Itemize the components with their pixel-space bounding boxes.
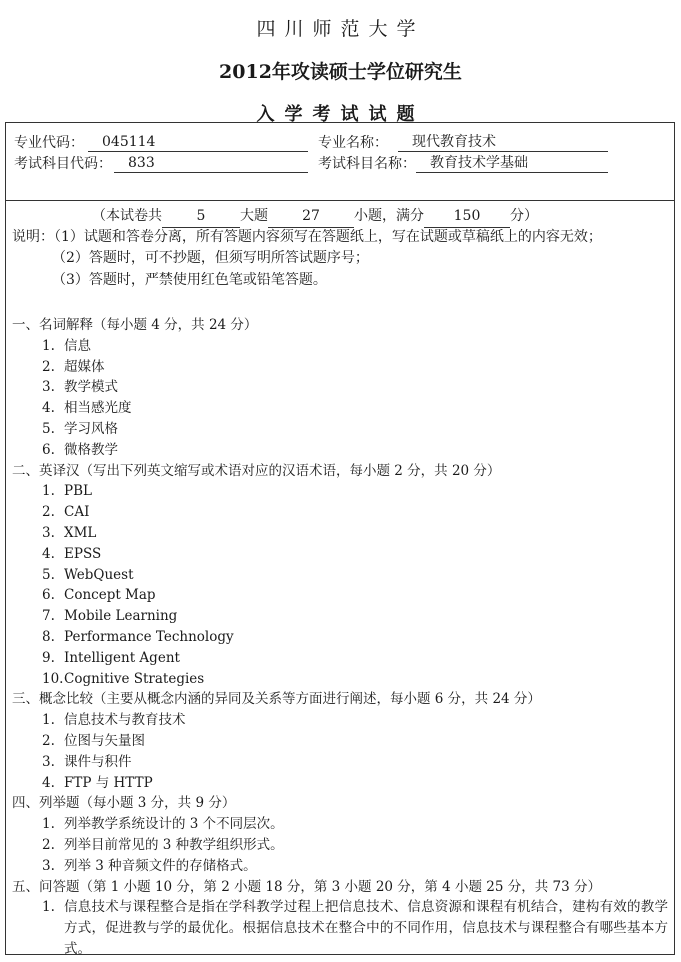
question-item — [12, 835, 672, 856]
question-number: 5. — [42, 420, 55, 437]
question-text: 信息技术与课程整合是指在学科教学过程上把信息技术、信息资源和课程有机结合，建构有效的教学方式，促进教与学的最优化。根据信息技术在整合中的不同作用，信息技术与课程整合有哪些基本方式。 — [64, 899, 668, 957]
question-item — [12, 377, 672, 398]
question-number: 6. — [42, 587, 55, 604]
question-text: CAI — [64, 504, 90, 521]
question-number: 2. — [42, 836, 55, 853]
subject-code-value: 833 — [114, 154, 308, 173]
major-code-label: 专业代码： — [14, 135, 84, 151]
question-item — [12, 336, 672, 357]
exam-subtitle: 入学考试试题 — [256, 104, 425, 125]
question-text: EPSS — [64, 545, 102, 562]
question-text: 列举 3 种音频文件的存储格式。 — [64, 857, 257, 874]
question-item — [12, 669, 672, 690]
question-text: WebQuest — [64, 566, 134, 583]
question-number: 1. — [42, 816, 55, 833]
question-text: 教学模式 — [64, 379, 118, 396]
question-item — [12, 357, 672, 378]
question-number: 2. — [42, 732, 55, 749]
question-text: Intelligent Agent — [64, 649, 180, 666]
question-item — [12, 773, 672, 794]
question-number: 3. — [42, 857, 55, 874]
question-text: Concept Map — [64, 587, 156, 604]
section-heading: 三、概念比较（主要从概念内涵的异同及关系等方面进行阐述，每小题 6 分，共 24 分） — [12, 691, 541, 708]
section-heading: 一、名词解释（每小题 4 分，共 24 分） — [12, 317, 258, 333]
subject-name-value: 教育技术学基础 — [416, 154, 608, 173]
question-text: 课件与积件 — [64, 753, 132, 770]
exam-summary — [0, 206, 681, 228]
major-name-value: 现代教育技术 — [398, 133, 608, 152]
university-name: 四川师范大学 — [256, 18, 425, 40]
question-text: 相当感光度 — [64, 400, 132, 417]
question-item — [12, 565, 672, 586]
question-item — [12, 731, 672, 752]
summary-suffix: 分） — [510, 208, 538, 224]
question-item — [12, 897, 672, 959]
question-item — [12, 440, 672, 461]
question-text: Mobile Learning — [64, 608, 178, 625]
question-item — [12, 814, 672, 835]
question-text: 列举目前常见的 3 种教学组织形式。 — [64, 836, 284, 853]
question-number: 7. — [42, 608, 55, 625]
question-text: Cognitive Strategies — [64, 670, 205, 687]
section-heading: 二、英译汉（写出下列英文缩写或术语对应的汉语术语，每小题 2 分，共 20 分） — [12, 462, 501, 479]
question-item — [12, 481, 672, 502]
question-number: 3. — [42, 379, 55, 396]
question-item — [12, 523, 672, 544]
question-number: 2. — [42, 504, 55, 521]
question-item — [12, 856, 672, 877]
question-number: 1. — [42, 712, 55, 729]
question-text: 位图与矢量图 — [64, 732, 145, 749]
big-question-count: 5 — [162, 206, 240, 228]
question-number: 3. — [42, 753, 55, 770]
question-text: XML — [64, 524, 97, 541]
question-number: 4. — [42, 545, 55, 562]
question-text: 列举教学系统设计的 3 个不同层次。 — [64, 816, 284, 833]
question-text: Performance Technology — [64, 628, 234, 645]
major-name-label: 专业名称： — [318, 135, 388, 151]
subject-code-label: 考试科目代码： — [14, 156, 112, 172]
note-3: （3）答题时，严禁使用红色笔或铅笔答题。 — [52, 272, 327, 288]
small-question-count: 27 — [268, 206, 354, 228]
summary-mid2: 小题，满分 — [354, 208, 424, 224]
question-number: 6. — [42, 441, 55, 458]
question-item — [12, 606, 672, 627]
question-item — [12, 585, 672, 606]
summary-mid1: 大题 — [240, 208, 268, 224]
question-item — [12, 544, 672, 565]
question-text: 超媒体 — [64, 358, 105, 375]
note-2: （2）答题时，可不抄题，但须写明所答试题序号； — [52, 250, 369, 266]
question-number: 4. — [42, 400, 55, 417]
question-number: 5. — [42, 566, 55, 583]
question-number: 4. — [42, 774, 55, 791]
subject-name-label: 考试科目名称： — [318, 156, 416, 172]
question-number: 1. — [42, 899, 55, 916]
exam-title: 2012年攻读硕士学位研究生 — [219, 61, 462, 83]
question-number: 2. — [42, 358, 55, 375]
question-text: 学习风格 — [64, 420, 118, 437]
question-number: 8. — [42, 628, 55, 645]
question-number: 10. — [42, 670, 64, 687]
total-score: 150 — [424, 206, 510, 228]
question-item — [12, 502, 672, 523]
question-number: 1. — [42, 337, 55, 354]
major-code-value: 045114 — [88, 133, 308, 152]
question-text: 信息技术与教育技术 — [64, 712, 186, 729]
section-heading: 四、列举题（每小题 3 分，共 9 分） — [12, 795, 236, 812]
question-text: 信息 — [64, 337, 91, 354]
divider — [5, 200, 675, 201]
section-heading: 五、问答题（第 1 小题 10 分，第 2 小题 18 分，第 3 小题 20 分，第 4 小题 25 分，共 73 分） — [12, 878, 601, 895]
question-number: 9. — [42, 649, 55, 666]
question-text: PBL — [64, 483, 92, 500]
question-sections — [12, 315, 672, 960]
question-item — [12, 710, 672, 731]
question-item — [12, 648, 672, 669]
question-item — [12, 752, 672, 773]
question-item — [12, 419, 672, 440]
question-number: 3. — [42, 524, 55, 541]
question-item — [12, 627, 672, 648]
question-item — [12, 398, 672, 419]
question-text: 微格教学 — [64, 441, 118, 458]
note-1: 说明：（1）试题和答卷分离，所有答题内容须写在答题纸上，写在试题或草稿纸上的内容无效； — [12, 229, 602, 245]
question-text: FTP 与 HTTP — [64, 774, 153, 791]
question-number: 1. — [42, 483, 55, 500]
summary-prefix: （本试卷共 — [92, 208, 162, 224]
